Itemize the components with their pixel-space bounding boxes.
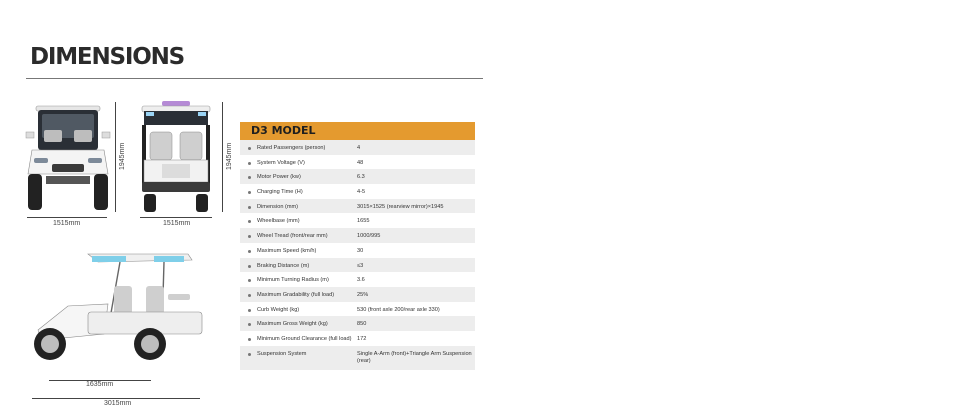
spec-row xyxy=(240,184,475,199)
spec-row xyxy=(240,213,475,228)
side-wheelbase-label: 1635mm xyxy=(86,381,114,388)
side-length-line xyxy=(32,398,200,399)
spec-value: 25% xyxy=(357,291,369,298)
spec-value: 172 xyxy=(357,335,367,342)
spec-row xyxy=(240,258,475,273)
spec-value: 6.3 xyxy=(357,174,365,181)
rear-height-label: 1945mm xyxy=(226,142,233,170)
spec-value: 4-5 xyxy=(357,189,366,196)
rear-width-line xyxy=(140,217,212,218)
spec-row xyxy=(240,243,475,258)
spec-label: Minimum Ground Clearance (full load) xyxy=(240,331,357,342)
spec-row xyxy=(240,169,475,184)
side-view-image xyxy=(28,250,204,368)
spec-value: 30 xyxy=(357,247,364,254)
spec-row xyxy=(240,346,475,370)
spec-row xyxy=(240,140,475,155)
spec-label: Motor Power (kw) xyxy=(240,169,357,180)
front-height-label: 1945mm xyxy=(119,142,126,170)
spec-value: 1655 xyxy=(357,218,370,225)
spec-value: 530 (front axle 200/rear axle 330) xyxy=(357,306,440,313)
spec-label: Curb Weight (kg) xyxy=(240,302,357,313)
spec-label: Dimension (mm) xyxy=(240,199,357,210)
spec-label: Braking Distance (m) xyxy=(240,258,357,269)
spec-label: Suspension System xyxy=(240,346,357,357)
spec-row xyxy=(240,316,475,331)
title-divider xyxy=(26,78,483,79)
spec-value: 850 xyxy=(357,321,367,328)
spec-value: ≤3 xyxy=(357,262,364,269)
spec-row xyxy=(240,287,475,302)
spec-row xyxy=(240,155,475,170)
spec-table xyxy=(240,122,475,370)
rear-view-image xyxy=(136,100,216,216)
spec-row xyxy=(240,302,475,317)
spec-table-body xyxy=(240,140,475,370)
rear-height-line xyxy=(222,102,223,212)
spec-value: 48 xyxy=(357,159,364,166)
front-width-label: 1515mm xyxy=(53,220,81,227)
spec-value: 1000/995 xyxy=(357,233,381,240)
spec-value: 3.6 xyxy=(357,277,365,284)
spec-table-header: D3 MODEL xyxy=(240,122,475,140)
spec-row xyxy=(240,199,475,214)
front-height-line xyxy=(115,102,116,212)
spec-value: Single A-Arm (front)+Triangle Arm Suspension (rear) xyxy=(357,350,472,365)
spec-label: Maximum Speed (km/h) xyxy=(240,243,357,254)
spec-label: System Voltage (V) xyxy=(240,155,357,166)
spec-row xyxy=(240,228,475,243)
spec-label: Charging Time (H) xyxy=(240,184,357,195)
front-width-line xyxy=(27,217,107,218)
spec-row xyxy=(240,272,475,287)
spec-value: 3015×1525 (rearview mirror)×1945 xyxy=(357,203,444,210)
spec-label: Maximum Gross Weight (kg) xyxy=(240,316,357,327)
spec-row xyxy=(240,331,475,346)
front-view-image xyxy=(22,100,114,218)
spec-label: Wheel Tread (front/rear mm) xyxy=(240,228,357,239)
spec-value: 4 xyxy=(357,145,361,151)
spec-label: Rated Passengers (person) xyxy=(240,140,357,151)
spec-label: Wheelbase (mm) xyxy=(240,213,357,224)
spec-label: Minimum Turning Radius (m) xyxy=(240,272,357,283)
side-length-label: 3015mm xyxy=(104,400,132,407)
rear-width-label: 1515mm xyxy=(163,220,191,227)
spec-label: Maximum Gradability (full load) xyxy=(240,287,357,298)
page-title: DIMENSIONS xyxy=(30,44,184,70)
